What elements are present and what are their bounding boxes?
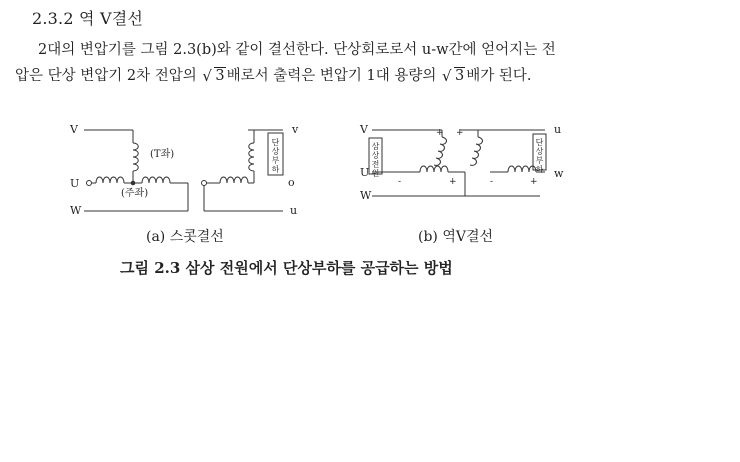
load-label-b-ch2: 상 — [535, 147, 544, 156]
main-coil-left — [96, 177, 124, 183]
inverse-v-connection-diagram — [359, 123, 564, 202]
terminal-w-b: w — [554, 167, 564, 180]
load-label-a-ch3: 부 — [271, 156, 280, 165]
terminal-U-b: U — [360, 166, 370, 179]
terminal-W-b: W — [360, 189, 372, 202]
terminal-U-circle — [87, 181, 92, 186]
polarity-marks — [398, 128, 538, 187]
sqrt-sign-2: √ — [441, 67, 452, 85]
teaser-coil-a — [133, 143, 138, 171]
terminal-U-a: U — [70, 177, 80, 190]
paragraph-line-2 — [15, 64, 531, 85]
terminal-v-a: v — [292, 123, 299, 136]
load-label-a — [272, 137, 280, 174]
load-label-b-ch1: 단 — [535, 138, 544, 147]
transformer-1-secondary — [420, 166, 448, 172]
transformer-2-secondary — [508, 166, 536, 172]
terminal-W-a: W — [70, 204, 82, 217]
paragraph-line-1: 2대의 변압기를 그림 2.3(b)와 같이 결선한다. 단상회로로서 u-w간에 얻어지는 전 — [38, 42, 556, 58]
load-label-a-ch2: 상 — [271, 147, 280, 156]
transformer-2-primary — [470, 137, 482, 165]
svg-text:-: - — [490, 177, 494, 187]
caption-b: (b) 역V결선 — [418, 229, 494, 245]
sqrt-expression — [202, 68, 225, 84]
main-coil-right — [142, 177, 170, 183]
load-label-b-ch4: 하 — [535, 165, 544, 174]
terminal-u-b: u — [554, 123, 562, 136]
svg-text:+: + — [456, 128, 464, 138]
paragraph-text-a: 압은 단상 변압기 2차 전압의 — [15, 68, 202, 84]
source-label-b-ch3: 전 — [371, 160, 380, 169]
section-title: 역 V결선 — [79, 9, 144, 28]
svg-text:+: + — [530, 177, 538, 187]
terminal-V-a: V — [70, 123, 78, 136]
secondary-terminal — [202, 181, 207, 186]
caption-a: (a) 스콧결선 — [146, 229, 224, 245]
secondary-coil-teaser — [249, 143, 254, 171]
terminal-o-a: o — [288, 176, 295, 189]
paragraph-text-c: 배가 된다. — [466, 68, 532, 84]
secondary-coil-main — [220, 177, 248, 183]
source-label-b-ch1: 삼 — [371, 142, 380, 151]
load-label-a-ch1: 단 — [271, 138, 280, 147]
source-label-b-ch4: 원 — [371, 169, 380, 178]
svg-text:+: + — [436, 128, 444, 138]
scott-connection-diagram — [69, 123, 299, 217]
sqrt-expression-2 — [442, 68, 465, 84]
load-label-b-ch3: 부 — [535, 156, 544, 165]
sqrt-sign: √ — [202, 67, 212, 85]
transformer-1-primary — [434, 137, 446, 165]
paragraph-text-b: 배로서 출력은 변압기 1대 용량의 — [226, 68, 441, 84]
sqrt-value: 3 — [215, 68, 225, 84]
svg-text:+: + — [449, 177, 457, 187]
section-heading — [32, 6, 143, 29]
terminal-u-a: u — [290, 204, 298, 217]
section-number: 2.3.2 — [32, 9, 74, 28]
source-label-b-ch2: 상 — [371, 151, 380, 160]
wiring-diagrams — [0, 110, 740, 225]
load-label-b — [536, 137, 544, 174]
terminal-V-b: V — [360, 123, 368, 136]
figure-caption: 그림 2.3 삼상 전원에서 단상부하를 공급하는 방법 — [120, 259, 453, 277]
load-label-a-ch4: 하 — [271, 165, 280, 174]
svg-text:-: - — [398, 177, 402, 187]
teaser-label: (T좌) — [150, 149, 175, 160]
main-label: (주좌) — [121, 188, 149, 199]
sqrt-value-2: 3 — [454, 68, 465, 84]
